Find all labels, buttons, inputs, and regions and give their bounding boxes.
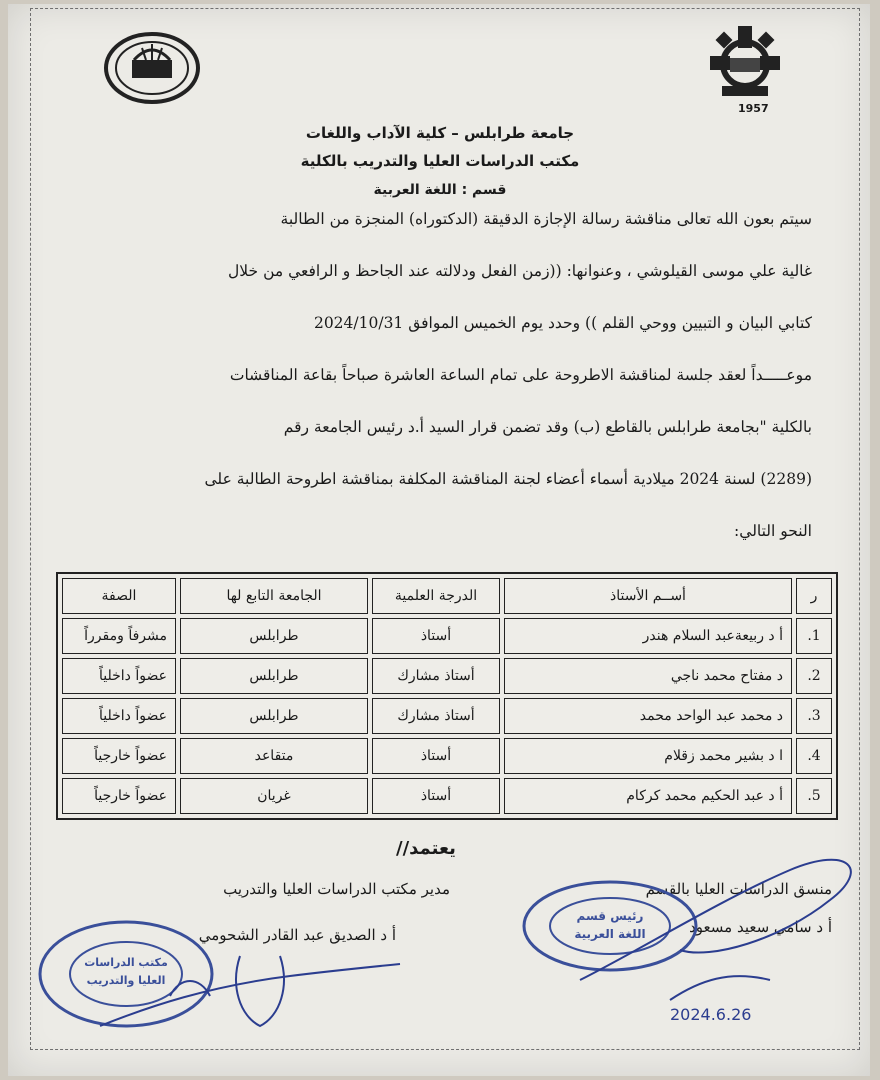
body-line-4: موعـــــداً لعقد جلسة لمناقشة الاطروحة على تمام الساعة العاشرة صباحاً بقاعة المناقشات <box>229 366 812 384</box>
row-num: 3. <box>796 698 832 734</box>
row-degree: أستاذ مشارك <box>372 658 500 694</box>
row-university: طرابلس <box>180 698 368 734</box>
body-line-5: بالكلية "بجامعة طرابلس بالقاطع (ب) وقد تضمن قرار السيد أ.د رئيس الجامعة رقم <box>283 418 812 436</box>
row-university: طرابلس <box>180 658 368 694</box>
table-row <box>62 658 832 694</box>
row-num: 4. <box>796 738 832 774</box>
row-role: عضواً خارجياً <box>62 738 176 774</box>
row-name: ا د بشير محمد زقلام <box>504 738 792 774</box>
row-num: 2. <box>796 658 832 694</box>
logo-year: 1957 <box>738 102 769 115</box>
row-degree: أستاذ <box>372 778 500 814</box>
row-name: أ د ربيعةعبد السلام هندر <box>504 618 792 654</box>
table-row <box>62 778 832 814</box>
row-degree: أستاذ <box>372 738 500 774</box>
left-signature-name: أ د الصديق عبد القادر الشحومي <box>198 926 396 944</box>
department-title: قسم : اللغة العربية <box>373 182 507 198</box>
body-line-2: غالية علي موسى القيلوشي ، وعنوانها: ((زمن الفعل ودلالته عند الجاحظ و الرافعي من خلال <box>228 262 812 280</box>
header-university: الجامعة التابع لها <box>180 578 368 614</box>
svg-text:العليا والتدريب: العليا والتدريب <box>86 974 166 987</box>
university-logo <box>700 22 790 112</box>
body-line-3: كتابي البيان و التبيين ووحي القلم )) وحدد يوم الخميس الموافق 2024/10/31 <box>313 314 812 332</box>
row-university: غريان <box>180 778 368 814</box>
university-title: جامعة طرابلس – كلية الآداب واللغات <box>305 124 575 142</box>
body-line-6: (2289) لسنة 2024 ميلادية أسماء أعضاء لجنة المناقشة المكلفة بمناقشة اطروحة الطالبة على <box>204 470 812 488</box>
right-signature-name: أ د سامي سعيد مسعود <box>689 918 832 936</box>
handwritten-date: 2024.6.26 <box>670 1005 752 1024</box>
header-num: ر <box>796 578 832 614</box>
right-handwritten-signature <box>560 830 870 1030</box>
row-degree: أستاذ مشارك <box>372 698 500 734</box>
svg-text:اللغة العربية: اللغة العربية <box>574 927 646 941</box>
svg-text:رئيس قسم: رئيس قسم <box>576 909 644 923</box>
row-degree: أستاذ <box>372 618 500 654</box>
row-name: أ د عبد الحكيم محمد كركام <box>504 778 792 814</box>
left-signature-title: مدير مكتب الدراسات العليا والتدريب <box>223 880 450 898</box>
body-line-1: سيتم بعون الله تعالى مناقشة رسالة الإجازة الدقيقة (الدكتوراه) المنجزة من الطالبة <box>280 210 812 228</box>
table-row <box>62 698 832 734</box>
table-row <box>62 738 832 774</box>
row-university: طرابلس <box>180 618 368 654</box>
header-name: أســم الأستاذ <box>504 578 792 614</box>
row-role: عضواً داخلياً <box>62 698 176 734</box>
table-row <box>62 618 832 654</box>
header-role: الصفة <box>62 578 176 614</box>
faculty-logo <box>100 30 204 106</box>
table-header-row <box>62 578 832 614</box>
office-title: مكتب الدراسات العليا والتدريب بالكلية <box>300 152 580 170</box>
approval-label: يعتمد// <box>396 838 456 859</box>
left-handwritten-signature <box>90 936 410 1046</box>
right-signature-title: منسق الدراسات العليا بالقسم <box>645 880 832 898</box>
body-line-7: النحو التالي: <box>734 522 812 540</box>
committee-table <box>56 572 838 820</box>
row-role: عضواً خارجياً <box>62 778 176 814</box>
row-role: عضواً داخلياً <box>62 658 176 694</box>
row-role: مشرفاً ومقرراً <box>62 618 176 654</box>
svg-text:مكتب الدراسات: مكتب الدراسات <box>84 956 168 969</box>
row-university: متقاعد <box>180 738 368 774</box>
row-name: د مفتاح محمد ناجي <box>504 658 792 694</box>
header-degree: الدرجة العلمية <box>372 578 500 614</box>
row-num: 1. <box>796 618 832 654</box>
row-num: 5. <box>796 778 832 814</box>
row-name: د محمد عبد الواحد محمد <box>504 698 792 734</box>
